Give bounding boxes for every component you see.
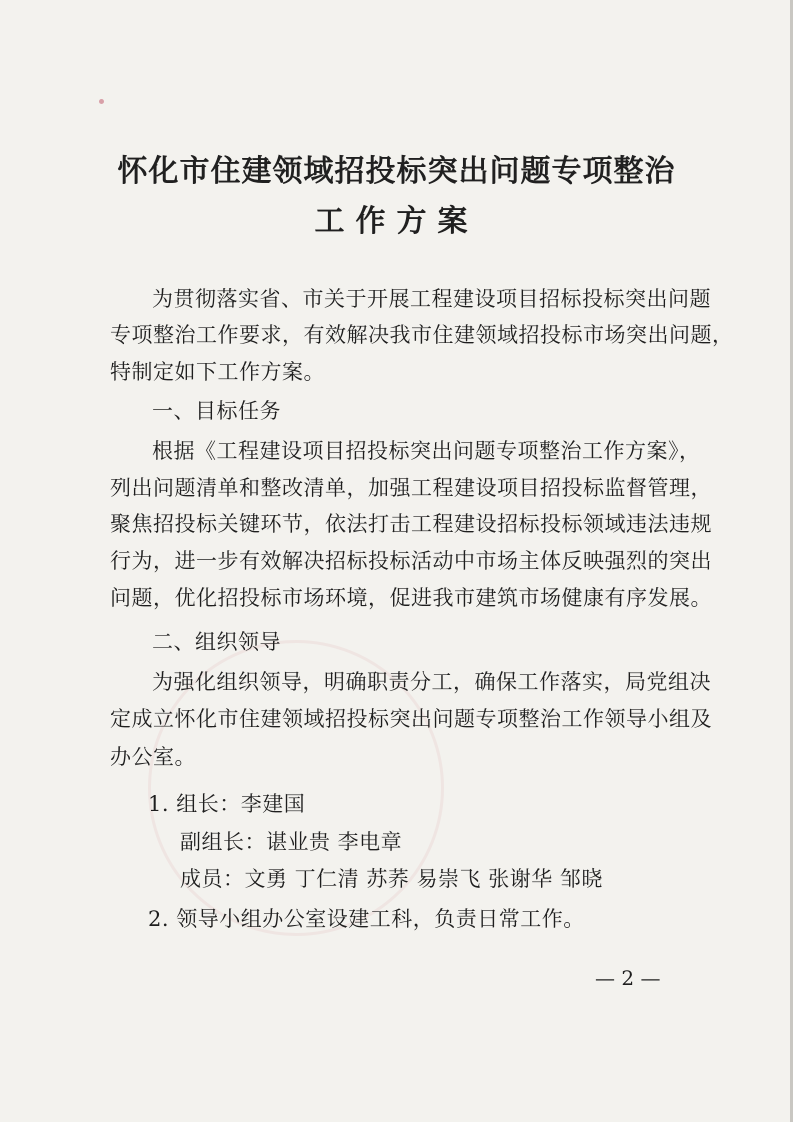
section1-line-4: 行为，进一步有效解决招标投标活动中市场主体反映强烈的突出	[110, 549, 712, 573]
section1-line-3: 聚焦招投标关键环节，依法打击工程建设招标投标领域违法违规	[110, 512, 712, 536]
item1-members: 成员：文勇 丁仁清 苏荞 易崇飞 张谢华 邹晓	[180, 867, 603, 891]
item1-leader: 1. 组长：李建国	[148, 792, 306, 816]
item2-office: 2. 领导小组办公室设建工科，负责日常工作。	[148, 907, 585, 931]
document-title-line2: 工作方案	[314, 204, 479, 239]
section2-heading: 二、组织领导	[152, 630, 281, 654]
ink-speck	[99, 99, 104, 104]
section1-heading: 一、目标任务	[152, 399, 281, 423]
section2-line-1: 为强化组织领导，明确职责分工，确保工作落实，局党组决	[152, 670, 711, 694]
item1-deputy: 副组长：谌业贵 李电章	[180, 830, 403, 854]
section1-line-1: 根据《工程建设项目招投标突出问题专项整治工作方案》，	[152, 439, 701, 463]
section2-line-2: 定成立怀化市住建领域招投标突出问题专项整治工作领导小组及	[110, 707, 712, 731]
document-title-line1: 怀化市住建领域招投标突出问题专项整治	[117, 154, 676, 189]
intro-line-2: 专项整治工作要求，有效解决我市住建领域招投标市场突出问题，	[110, 323, 734, 347]
intro-line-3: 特制定如下工作方案。	[110, 360, 325, 384]
page-number: — 2 —	[595, 966, 661, 990]
intro-line-1: 为贯彻落实省、市关于开展工程建设项目招标投标突出问题	[152, 287, 711, 311]
section2-line-3: 办公室。	[110, 745, 196, 769]
section1-line-5: 问题，优化招投标市场环境，促进我市建筑市场健康有序发展。	[110, 586, 712, 610]
section1-line-2: 列出问题清单和整改清单，加强工程建设项目招投标监督管理，	[110, 476, 712, 500]
